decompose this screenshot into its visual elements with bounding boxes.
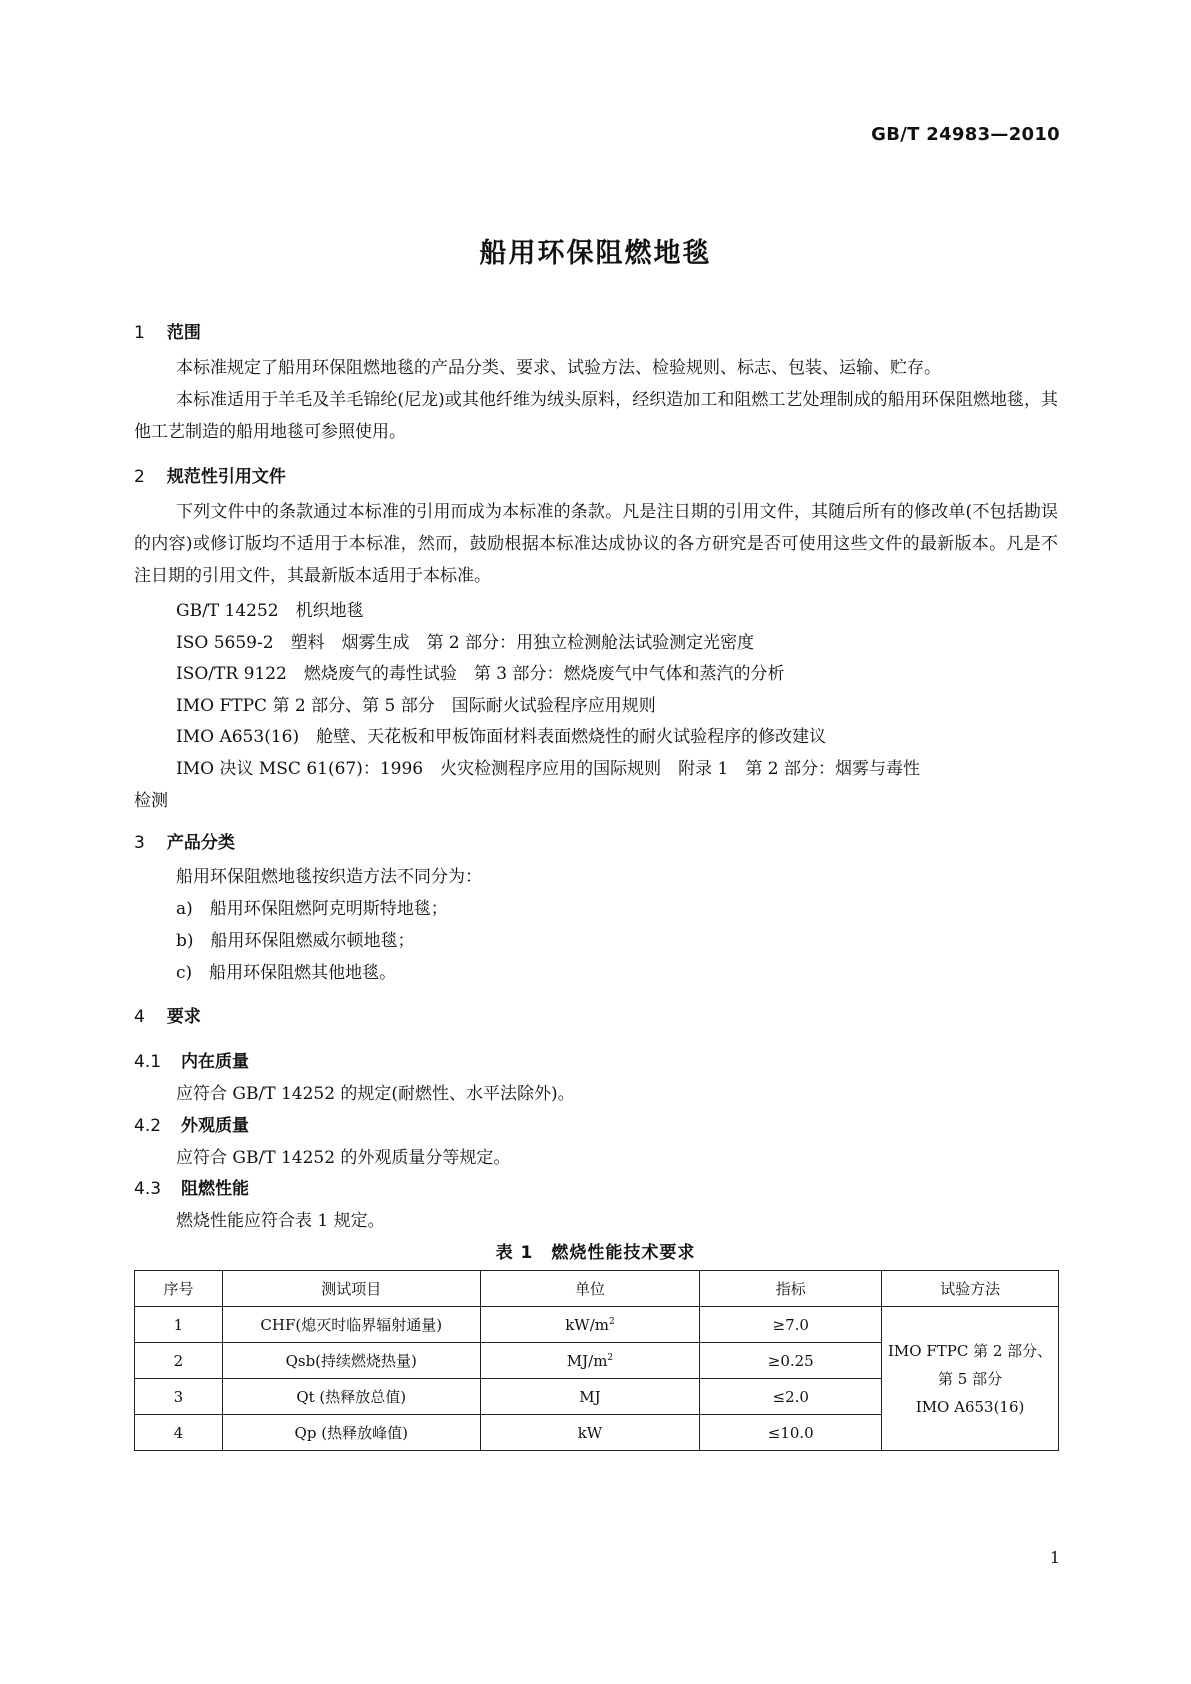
section-number: 2 [134, 467, 145, 487]
subsection-4-2-text: 应符合 GB/T 14252 的外观质量分等规定。 [176, 1148, 511, 1168]
test-method-line: IMO FTPC 第 2 部分、 [887, 1341, 1053, 1360]
section-number: 3 [134, 833, 145, 853]
test-item: Qsb(持续燃烧热量) [222, 1343, 480, 1379]
reference-item: GB/T 14252 机织地毯 [176, 601, 364, 621]
reference-item: IMO FTPC 第 2 部分、第 5 部分 国际耐火试验程序应用规则 [176, 696, 656, 716]
classification-item: b) 船用环保阻燃威尔顿地毯； [176, 931, 415, 951]
reference-item: ISO 5659-2 塑料 烟雾生成 第 2 部分：用独立检测舱法试验测定光密度 [176, 633, 755, 653]
row-number: 3 [135, 1379, 223, 1415]
row-number: 4 [135, 1415, 223, 1451]
unit [480, 1307, 700, 1343]
classification-item: c) 船用环保阻燃其他地毯。 [176, 963, 397, 983]
classification-item: a) 船用环保阻燃阿克明斯特地毯； [176, 899, 448, 919]
subsection-4-1-text: 应符合 GB/T 14252 的规定(耐燃性、水平法除外)。 [176, 1084, 575, 1104]
column-header: 指标 [700, 1271, 882, 1307]
subsection-title: 阻燃性能 [181, 1179, 250, 1199]
references-intro-paragraph: 下列文件中的条款通过本标准的引用而成为本标准的条款。凡是注日期的引用文件，其随后所有的修改单(不包括勘误的内容)或修订版均不适用于本标准，然而，鼓励根据本标准达成协议的各方研究是否可使用这些文件的最新版本。凡是不注日期的引用文件，其最新版本适用于本标准。 [134, 502, 1058, 586]
unit-exponent: 2 [607, 1352, 614, 1363]
column-header: 试验方法 [882, 1271, 1059, 1307]
row-number: 1 [135, 1307, 223, 1343]
combustion-performance-table [134, 1270, 1059, 1451]
unit-base: kW/m [565, 1315, 609, 1334]
reference-item-continuation: 检测 [134, 791, 168, 811]
unit-base: kW [577, 1423, 603, 1442]
unit-base: MJ/m [566, 1351, 608, 1370]
test-item: CHF(熄灭时临界辐射通量) [222, 1307, 480, 1343]
section-number: 1 [134, 323, 145, 343]
scope-paragraph-1: 本标准规定了船用环保阻燃地毯的产品分类、要求、试验方法、检验规则、标志、包装、运输、贮存。 [176, 358, 941, 378]
scope-paragraph-2: 本标准适用于羊毛及羊毛锦纶(尼龙)或其他纤维为绒头原料，经织造加工和阻燃工艺处理制成的船用环保阻燃地毯，其他工艺制造的船用地毯可参照使用。 [134, 390, 1058, 442]
column-header: 序号 [135, 1271, 223, 1307]
row-number: 2 [135, 1343, 223, 1379]
subsection-number: 4.2 [134, 1116, 162, 1136]
column-header: 测试项目 [222, 1271, 480, 1307]
subsection-4-1-heading [134, 1047, 249, 1072]
column-header: 单位 [480, 1271, 700, 1307]
section-title: 产品分类 [166, 833, 235, 853]
requirement-value: ≤10.0 [700, 1415, 882, 1451]
table-header-row [135, 1271, 1059, 1307]
unit [480, 1343, 700, 1379]
test-method-line: 第 5 部分 [938, 1369, 1003, 1388]
section-number: 4 [134, 1007, 145, 1027]
unit [480, 1379, 700, 1415]
section-title: 要求 [166, 1007, 201, 1027]
classification-intro: 船用环保阻燃地毯按织造方法不同分为： [176, 867, 482, 887]
reference-item: IMO A653(16) 舱壁、天花板和甲板饰面材料表面燃烧性的耐火试验程序的修改建议 [176, 727, 827, 747]
reference-item: IMO 决议 MSC 61(67)：1996 火灾检测程序应用的国际规则 附录 1 第 2 部分：烟雾与毒性 [176, 759, 920, 779]
subsection-title: 外观质量 [181, 1116, 250, 1136]
test-item: Qt (热释放总值) [222, 1379, 480, 1415]
requirement-value: ≥0.25 [700, 1343, 882, 1379]
section-title: 范围 [166, 323, 201, 343]
subsection-4-2-heading [134, 1111, 249, 1136]
test-method [882, 1307, 1059, 1451]
section-1-heading [134, 318, 201, 343]
subsection-title: 内在质量 [181, 1052, 250, 1072]
section-title: 规范性引用文件 [166, 467, 286, 487]
test-method-line: IMO A653(16) [915, 1397, 1025, 1416]
section-2-heading [134, 462, 286, 487]
document-title: 船用环保阻燃地毯 [479, 238, 712, 269]
section-3-heading [134, 828, 235, 853]
reference-item: ISO/TR 9122 燃烧废气的毒性试验 第 3 部分：燃烧废气中气体和蒸汽的分析 [176, 664, 785, 684]
subsection-4-3-text: 燃烧性能应符合表 1 规定。 [176, 1211, 385, 1231]
subsection-4-3-heading [134, 1174, 249, 1199]
section-4-heading [134, 1002, 201, 1027]
table-row [135, 1307, 1059, 1343]
unit [480, 1415, 700, 1451]
test-item: Qp (热释放峰值) [222, 1415, 480, 1451]
standard-code: GB/T 24983—2010 [871, 124, 1060, 145]
requirement-value: ≥7.0 [700, 1307, 882, 1343]
subsection-number: 4.3 [134, 1179, 162, 1199]
table-caption: 表 1 燃烧性能技术要求 [495, 1243, 696, 1263]
subsection-number: 4.1 [134, 1052, 162, 1072]
page-number: 1 [1049, 1548, 1060, 1567]
unit-exponent: 2 [609, 1316, 615, 1327]
requirement-value: ≤2.0 [700, 1379, 882, 1415]
unit-base: MJ [579, 1387, 601, 1406]
